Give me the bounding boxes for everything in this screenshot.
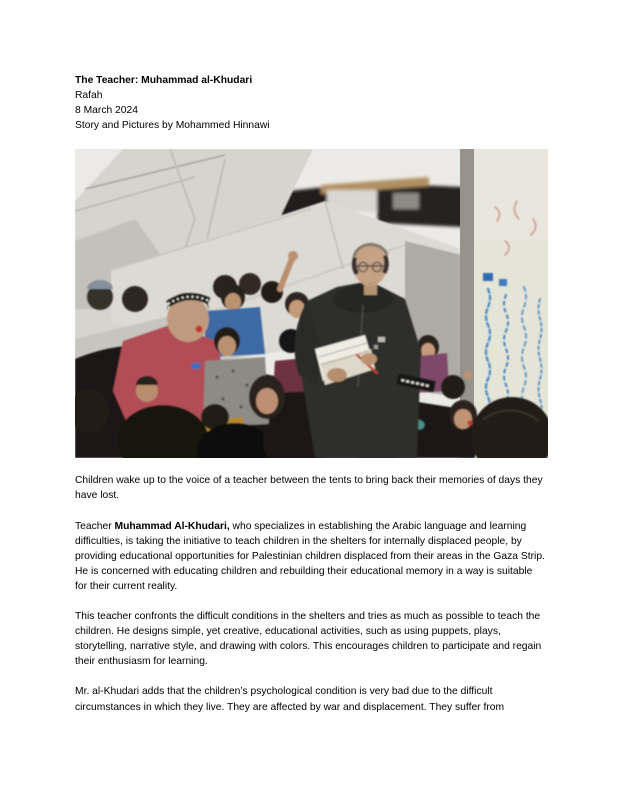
paragraph-3: This teacher confronts the difficult conditions in the shelters and tries as much as possible to teach the children. He designs simple, yet creative, educational activities, such as using puppets, plays, storytelling, narrative style, and drawing with colors. This encourages children to participate and regain their enthusiasm for learning. — [75, 611, 542, 668]
paragraph-2-rest: who specializes in establishing the Arabic language and learning difficulties, is taking the initiative to teach children in the shelters for internally displaced people, by providing educational opportunities for Palestinian children displaced from their areas in the Gaza Strip. He is concerned with educating children and rebuilding their educational memory in a way is suitable for their current reality. — [75, 520, 545, 592]
article-location: Rafah — [75, 90, 103, 102]
paragraph-1: Children wake up to the voice of a teacher between the tents to bring back their memories of days they have lost. — [75, 475, 543, 502]
article-byline: Story and Pictures by Mohammed Hinnawi — [75, 120, 270, 132]
paragraph-2-name-bold: Muhammad Al-Khudari, — [114, 520, 230, 532]
article-content — [75, 73, 547, 715]
article-title: The Teacher: Muhammad al-Khudari — [75, 75, 253, 86]
article-photo — [75, 149, 548, 458]
article-header — [75, 73, 547, 133]
article-date: 8 March 2024 — [75, 105, 138, 117]
paragraph-2-prefix: Teacher — [75, 520, 115, 532]
paragraph-2 — [75, 519, 547, 594]
photo-illustration — [75, 149, 548, 458]
article-body — [75, 473, 547, 714]
paragraph-4: Mr. al-Khudari adds that the children’s psychological condition is very bad due to the difficult circumstances in which they live. They are affected by war and displacement. They suffer from — [75, 686, 505, 713]
